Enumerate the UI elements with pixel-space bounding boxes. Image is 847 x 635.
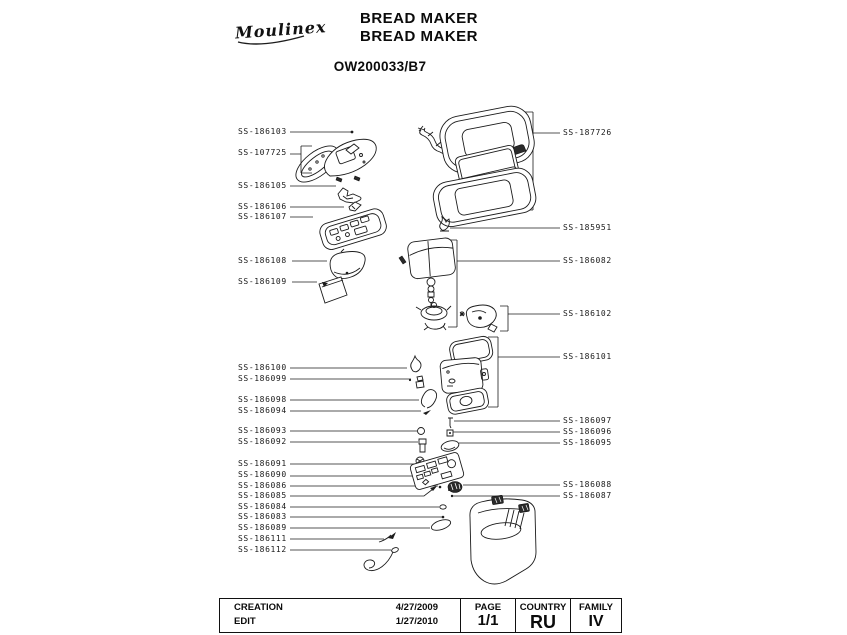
creation-label: CREATION <box>234 602 283 613</box>
part-label-ss186085: SS-186085 <box>238 491 287 500</box>
part-housing-drawing <box>470 495 536 584</box>
part-label-ss186106: SS-186106 <box>238 202 287 211</box>
part-small-clip-drawing <box>349 202 361 211</box>
part-hinge-clip-drawing <box>338 188 361 203</box>
part-label-ss186086: SS-186086 <box>238 481 287 490</box>
edit-date: 1/27/2010 <box>395 616 438 627</box>
part-bread-pan-drawing <box>399 237 456 330</box>
part-label-ss186089: SS-186089 <box>238 523 287 532</box>
country-value: RU <box>530 612 556 632</box>
part-lid-assembly-drawing <box>418 103 538 229</box>
bracket-ss186101 <box>488 337 560 407</box>
part-label-ss186090: SS-186090 <box>238 470 287 479</box>
part-cord-drawing <box>364 532 399 571</box>
part-label-ss186102: SS-186102 <box>563 309 612 318</box>
model-number: OW200033/B7 <box>333 59 427 74</box>
part-bucket-assembly-drawing <box>440 335 494 415</box>
part-label-ss107725: SS-107725 <box>238 148 287 157</box>
page-cell <box>460 599 515 632</box>
page-title-line1: BREAD MAKER <box>360 10 478 27</box>
creation-date: 4/27/2009 <box>395 602 438 613</box>
bracket-ss186102 <box>500 306 560 331</box>
revision-cell <box>220 599 460 632</box>
part-label-ss186100: SS-186100 <box>238 363 287 372</box>
part-label-ss186082: SS-186082 <box>563 256 612 265</box>
part-label-ss186108: SS-186108 <box>238 256 287 265</box>
part-label-ss186109: SS-186109 <box>238 277 287 286</box>
part-label-ss186093: SS-186093 <box>238 426 287 435</box>
part-label-ss187726: SS-187726 <box>563 128 612 137</box>
part-label-ss186097: SS-186097 <box>563 416 612 425</box>
country-cell <box>515 599 570 632</box>
page-title-line2: BREAD MAKER <box>360 28 478 45</box>
family-value: IV <box>588 613 604 630</box>
part-seal-belt-drawing <box>430 505 452 533</box>
part-label-ss186088: SS-186088 <box>563 480 612 489</box>
part-label-ss186092: SS-186092 <box>238 437 287 446</box>
part-label-ss186098: SS-186098 <box>238 395 287 404</box>
part-label-ss186111: SS-186111 <box>238 534 287 543</box>
logo-underline <box>238 36 304 44</box>
part-label-ss186107: SS-186107 <box>238 212 287 221</box>
part-label-ss186105: SS-186105 <box>238 181 287 190</box>
family-label: FAMILY <box>579 602 613 613</box>
moulinex-logo: Moulinex <box>234 17 328 43</box>
part-gear-drawing <box>448 482 462 493</box>
part-label-ss186084: SS-186084 <box>238 502 287 511</box>
page-value: 1/1 <box>477 612 499 629</box>
page-label: PAGE <box>474 602 502 613</box>
part-cover-drawing <box>330 249 365 279</box>
part-drive-unit-drawing <box>460 305 497 332</box>
family-cell <box>570 599 621 632</box>
part-label-ss186112: SS-186112 <box>238 545 287 554</box>
part-label-ss186087: SS-186087 <box>563 491 612 500</box>
part-label-ss186103: SS-186103 <box>238 127 287 136</box>
part-label-ss186101: SS-186101 <box>563 352 612 361</box>
edit-label: EDIT <box>234 616 256 627</box>
part-label-ss186091: SS-186091 <box>238 459 287 468</box>
part-label-ss186094: SS-186094 <box>238 406 287 415</box>
part-key-panel-drawing <box>318 207 389 252</box>
part-control-panel-drawing <box>290 139 376 189</box>
part-plate-drawing <box>319 277 347 303</box>
country-label: COUNTRY <box>519 602 567 613</box>
part-label-ss186099: SS-186099 <box>238 374 287 383</box>
part-label-ss185951: SS-185951 <box>563 223 612 232</box>
part-label-ss186095: SS-186095 <box>563 438 612 447</box>
part-label-ss186083: SS-186083 <box>238 512 287 521</box>
document-info-table <box>219 598 622 633</box>
part-label-ss186096: SS-186096 <box>563 427 612 436</box>
